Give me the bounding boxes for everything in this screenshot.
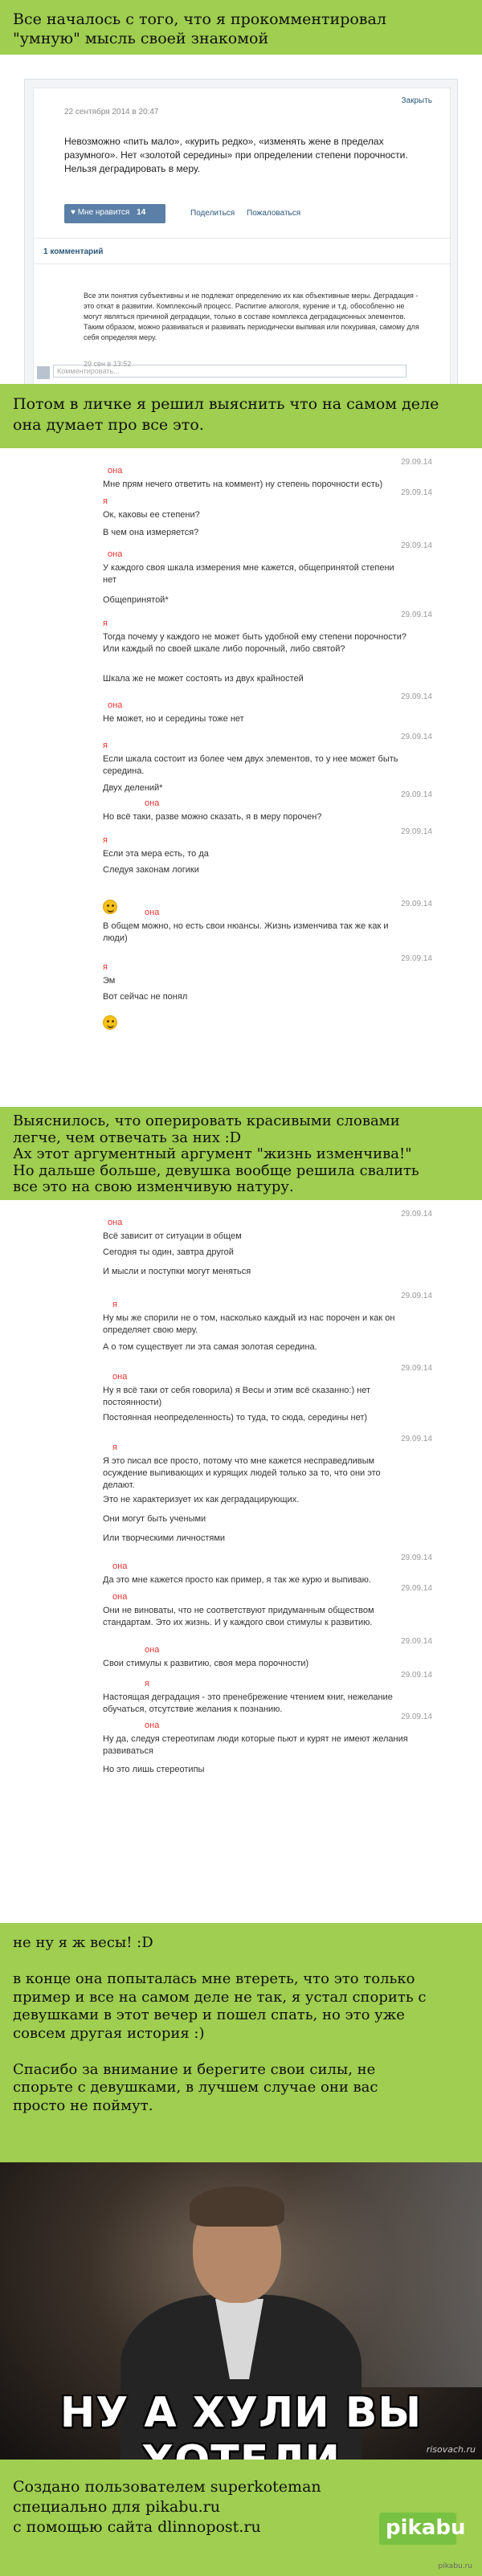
- message-author[interactable]: она: [108, 1218, 123, 1227]
- message-text: Или творческими личностями: [103, 1533, 226, 1543]
- message-text: Я это писал все просто, потому что мне кажется несправедливым осуждение выпивающих и курящих людей только за то, что они это делают.: [103, 1456, 381, 1490]
- post-date: 22 сентября 2014 в 20:47: [64, 108, 159, 116]
- chat-message: [0, 1266, 482, 1282]
- message-text: Они не виноваты, что не соответствуют придуманным обществом стандартам. Это их жизнь. И у каждого свои стимулы к развитию.: [103, 1606, 374, 1627]
- chat-message: [0, 1364, 482, 1410]
- comment-time: 29 сен в 13:52: [84, 360, 132, 368]
- heart-icon: ♥: [71, 208, 76, 217]
- message-author[interactable]: она: [145, 1721, 160, 1730]
- chat-message: [0, 827, 482, 863]
- message-author[interactable]: она: [112, 1562, 128, 1571]
- chat-screenshot-2: [0, 1200, 482, 1923]
- chat-message: [0, 610, 482, 670]
- chat-message: [0, 954, 482, 990]
- meme-caption: НУ А ХУЛИ ВЫ: [59, 2389, 423, 2437]
- message-author[interactable]: она: [145, 908, 160, 917]
- message-text: Но это лишь стереотипы: [103, 1765, 205, 1774]
- chat-message: [0, 1412, 482, 1428]
- message-time: 29.09.14: [401, 541, 432, 550]
- message-text: Они могут быть учеными: [103, 1514, 206, 1524]
- message-text: Мне прям нечего ответить на коммент) ну степень порочности есть): [103, 480, 383, 489]
- chat-message: [0, 1341, 482, 1357]
- message-author[interactable]: она: [108, 700, 123, 710]
- chat-message: [0, 541, 482, 590]
- divider: [34, 263, 451, 264]
- chat-message: [0, 1435, 482, 1492]
- message-text: Постоянная неопределенность) то туда, то сюда, середины нет): [103, 1413, 368, 1423]
- chat-message: [0, 1671, 482, 1717]
- message-text: Это не характеризует их как деградацирующих.: [103, 1495, 300, 1504]
- smile-emoji-icon: [103, 1015, 117, 1030]
- comment-text: Все эти понятия субъективны и не подлежат определению их как объективные меры. Деградация - это откат в развитии. Комплексный процесс. Распитие алкоголя, курение и т.д. обособленно не могут являться причиной деградации, только в составе комплекса деградационных элементов. Таким образом, можно развиваться и развивать периодически выпивая или покуривая, самому для себя определяя меру.: [84, 292, 419, 341]
- close-link[interactable]: Закрыть: [401, 96, 432, 105]
- chat-message: [0, 527, 482, 543]
- message-text: Общепринятой*: [103, 595, 169, 605]
- message-author[interactable]: я: [112, 1443, 117, 1452]
- message-time: 29.09.14: [401, 1210, 432, 1219]
- footer-site[interactable]: pikabu.ru: [438, 2562, 472, 2570]
- message-text: Ок, каковы ее степени?: [103, 510, 200, 520]
- caption-private-chat-text: Потом в личке я решил выяснить что на самом деле она думает про все это.: [13, 395, 439, 434]
- chat-message: [0, 1494, 482, 1510]
- message-time: 29.09.14: [401, 1671, 432, 1680]
- message-text: Ну да, следуя стереотипам люди которые пьют и курят не имеют желания развиваться: [103, 1734, 408, 1756]
- caption-credits-text: Создано пользователем superkoteman специально для pikabu.ru с помощью сайта dlinnopost.ru: [13, 2478, 321, 2536]
- chat-message: [0, 488, 482, 524]
- like-count: 14: [137, 208, 146, 217]
- chat-message: [0, 733, 482, 779]
- message-text: А о том существует ли эта самая золотая середина.: [103, 1342, 317, 1352]
- report-link[interactable]: Пожаловаться: [247, 209, 301, 218]
- message-text: Но всё таки, разве можно сказать, я в меру порочен?: [103, 812, 322, 822]
- divider: [34, 238, 451, 239]
- message-text: Всё зависит от ситуации в общем: [103, 1231, 242, 1241]
- message-time: 29.09.14: [401, 1584, 432, 1593]
- message-text: Ну мы же спорили не о том, насколько каждый из нас порочен и как он определяет свою меру.: [103, 1313, 395, 1335]
- caption-argument: [0, 1107, 482, 1200]
- like-label: Мне нравится: [77, 208, 130, 217]
- post-frame: [24, 79, 458, 396]
- message-author[interactable]: она: [108, 466, 123, 476]
- message-text: Следуя законам логики: [103, 865, 199, 875]
- message-text: Вот сейчас не понял: [103, 992, 188, 1002]
- caption-ending-text: не ну я ж весы! :D в конце она попыталась мне втереть, что это только пример и все на самом деле не так, я устал спорить с девушками в этот вечер и пошел спать, но это уже совсем другая история :) Спасибо за внимание и берегите свои силы, не спорьте с девушками, в лучшем случае они вас просто не поймут.: [13, 1934, 427, 2114]
- chat-message: [0, 1513, 482, 1529]
- message-author[interactable]: я: [103, 618, 108, 628]
- chat-message: [0, 594, 482, 610]
- post-text: Невозможно «пить мало», «курить редко», «изменять жене в пределах разумного». Нет «золотой середины» при определении степени порочности. Нельзя деградировать в меру.: [64, 136, 408, 174]
- message-time: 29.09.14: [401, 1553, 432, 1562]
- meme-watermark: risovach.ru: [426, 2444, 476, 2455]
- message-author[interactable]: я: [145, 1679, 149, 1688]
- chat-message: [0, 900, 482, 948]
- message-author[interactable]: я: [103, 835, 108, 845]
- chat-message: [0, 1210, 482, 1245]
- message-time: 29.09.14: [401, 1713, 432, 1721]
- chat-message: [0, 1713, 482, 1759]
- meme-image: [0, 2162, 482, 2460]
- message-author[interactable]: я: [103, 741, 108, 750]
- message-text: Эм: [103, 976, 116, 986]
- message-text: Сегодня ты один, завтра другой: [103, 1247, 234, 1257]
- chat-message: [0, 1764, 482, 1780]
- message-time: 29.09.14: [401, 1364, 432, 1373]
- message-text: Ну я всё таки от себя говорила) я Весы и этим всё сказанно:) нет постоянности): [103, 1386, 371, 1407]
- message-text: Шкала же не может состоять из двух крайностей: [103, 674, 304, 684]
- message-author[interactable]: я: [103, 962, 108, 972]
- like-button[interactable]: [64, 204, 165, 223]
- message-text: В чем она измеряется?: [103, 528, 199, 537]
- caption-argument-text: Выяснилось, что оперировать красивыми словами легче, чем отвечать за них :D Ах этот аргументный аргумент "жизнь изменчива!" Но дальше больше, девушка вообще решила свалить все это на свою изменчивую натуру.: [13, 1112, 419, 1195]
- share-link[interactable]: Поделиться: [190, 209, 235, 218]
- message-text: У каждого своя шкала измерения мне кажется, общепринятой степени нет: [103, 563, 394, 585]
- message-time: 29.09.14: [401, 488, 432, 497]
- chat-message: [0, 864, 482, 898]
- message-time: 29.09.14: [401, 1435, 432, 1443]
- chat-message: [0, 790, 482, 826]
- message-time: 29.09.14: [401, 954, 432, 963]
- message-time: 29.09.14: [401, 1637, 432, 1646]
- message-time: 29.09.14: [401, 827, 432, 836]
- message-author[interactable]: она: [108, 549, 123, 559]
- chat-message: [0, 991, 482, 1025]
- chat-message: [0, 692, 482, 728]
- caption-ending: [0, 1923, 482, 2162]
- message-text: В общем можно, но есть свои нюансы. Жизнь изменчива так же как и люди): [103, 921, 389, 943]
- message-author[interactable]: она: [145, 1645, 160, 1655]
- comments-count[interactable]: 1 комментарий: [43, 247, 104, 256]
- message-author[interactable]: она: [145, 798, 160, 808]
- pikabu-logo[interactable]: pikabu: [379, 2513, 456, 2545]
- message-time: 29.09.14: [401, 790, 432, 799]
- post-card: [33, 88, 451, 389]
- message-time: 29.09.14: [401, 610, 432, 619]
- message-time: 29.09.14: [401, 458, 432, 467]
- post-screenshot: [0, 55, 482, 384]
- message-text: Да это мне кажется просто как пример, я так же курю и выпиваю.: [103, 1575, 371, 1585]
- avatar: [37, 366, 50, 379]
- chat-message: [0, 1247, 482, 1263]
- message-time: 29.09.14: [401, 1292, 432, 1300]
- message-author[interactable]: я: [103, 496, 108, 506]
- message-text: Настоящая деградация - это пренебрежение чтением книг, нежелание обучаться, отсутствие желания к познанию.: [103, 1692, 393, 1714]
- chat-message: [0, 1637, 482, 1672]
- chat-message: [0, 673, 482, 689]
- message-text: Свои стимулы к развитию, своя мера порочности): [103, 1659, 309, 1668]
- message-text: Не может, но и середины тоже нет: [103, 714, 244, 724]
- message-text: Тогда почему у каждого не может быть удобной ему степени порочности? Или каждый по своей шкале либо порочный, либо святой?: [103, 632, 407, 654]
- meme-figure-hair: [190, 2186, 284, 2227]
- chat-message: [0, 1584, 482, 1631]
- message-time: 29.09.14: [401, 733, 432, 741]
- chat-screenshot-1: [0, 448, 482, 1107]
- message-author[interactable]: я: [112, 1300, 117, 1309]
- message-text: Двух делений*: [103, 783, 163, 793]
- caption-intro: [0, 0, 482, 55]
- caption-intro-text: Все началось с того, что я прокомментировал "умную" мысль своей знакомой: [13, 10, 386, 47]
- message-text: Если эта мера есть, то да: [103, 849, 209, 859]
- message-text: Если шкала состоит из более чем двух элементов, то у нее может быть середина.: [103, 754, 398, 776]
- message-author[interactable]: она: [112, 1592, 128, 1602]
- caption-private-chat: [0, 384, 482, 448]
- chat-message: [0, 1292, 482, 1338]
- message-author[interactable]: она: [112, 1372, 128, 1382]
- message-time: 29.09.14: [401, 900, 432, 908]
- message-text: И мысли и поступки могут меняться: [103, 1267, 251, 1276]
- message-time: 29.09.14: [401, 692, 432, 701]
- chat-message: [0, 1533, 482, 1549]
- comment-input[interactable]: Комментировать...: [53, 365, 406, 378]
